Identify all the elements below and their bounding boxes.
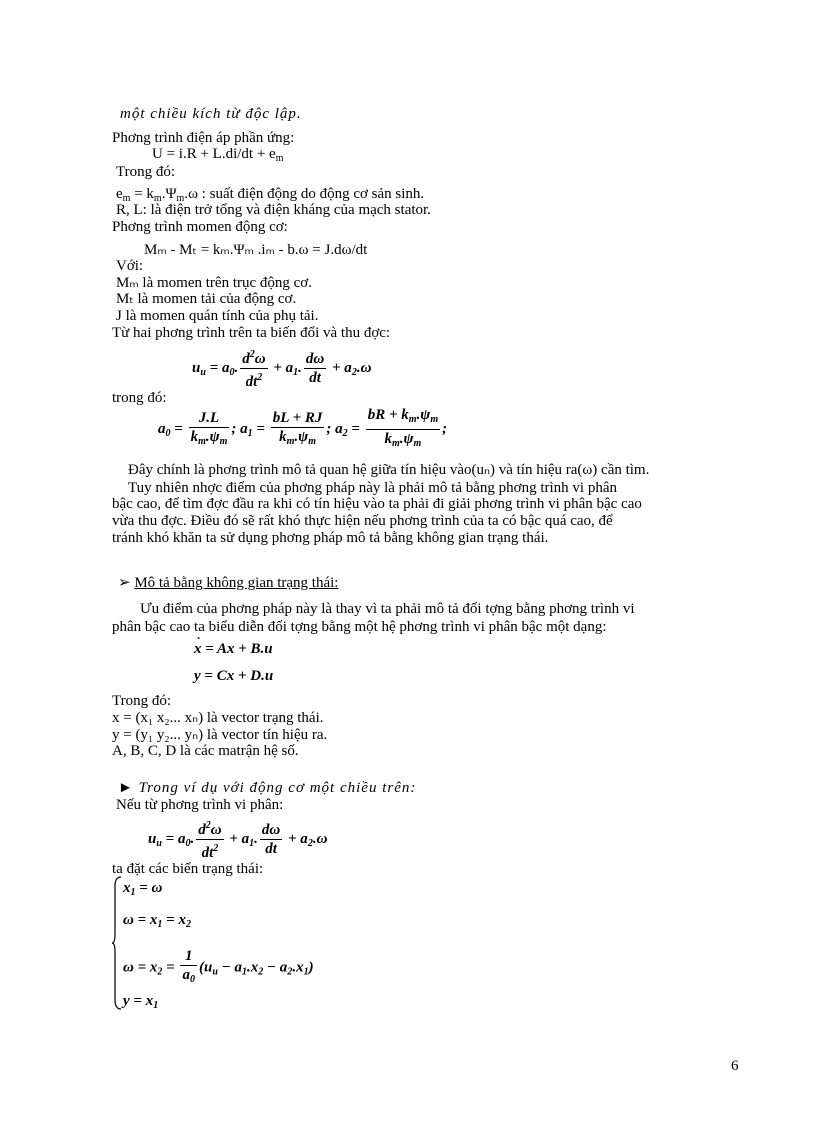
- text-line: Phơng trình điện áp phần ứng:: [112, 130, 295, 146]
- text-line: Phơng trình momen động cơ:: [112, 219, 288, 235]
- arrow-bullet-icon: ➢: [118, 575, 131, 591]
- text-line: $e_m = k_m.\Psi_m.\omega$ : suất điện động do động cơ sản sinh.: [116, 186, 425, 204]
- text-line: vừa thu đợc. Điều đó sẽ rất khó thực hiện nếu phơng trình của ta có bậc quá cao, để: [112, 513, 613, 529]
- equation-coefficients: $a_0$ = $\frac{J.L}{k_m.\psi_m}$ ; $a_1$ = $\frac{bL + RJ}{k_m.\psi_m}$ ; $a_2$ = $\frac{bR + k_m.\psi_m}{k_m.\psi_m}$ ;: [158, 407, 448, 449]
- equation-output: y = Cx + D.u: [194, 668, 274, 684]
- text-line: Tuy nhiên nhợc điểm của phơng pháp này là phải mô tả bằng phơng trình vi phân: [128, 480, 617, 496]
- text-line: J là momen quán tính của phụ tải.: [116, 308, 319, 324]
- equation-torque: Mₘ - Mₜ = kₘ.Ψₘ .iₘ - b.ω = J.dω/dt: [144, 242, 368, 258]
- text-line: Nếu từ phơng trình vi phân:: [116, 797, 284, 813]
- state-eq-3: $\omega = x_2$ = $\frac{1}{a_0}$ $(u_u - a_1.x_2 - a_2.x_1)$: [123, 948, 314, 985]
- text-line: x = (x₁ x₂... xₙ) là vector trạng thái.: [112, 710, 324, 726]
- equation-differential: $u_u = a_0$. $\frac{d^2\omega}{dt^2}$ + $a_1$. $\frac{d\omega}{dt}$ + $a_2.\omega$: [192, 346, 371, 391]
- text-line: Trong đó:: [112, 693, 172, 709]
- text-line: A, B, C, D là các matrận hệ số.: [112, 743, 299, 759]
- continued-heading: một chiều kích từ độc lập.: [120, 106, 302, 122]
- text-line: y = (y₁ y₂... yₙ) là vector tín hiệu ra.: [112, 727, 328, 743]
- section-heading: ➢ Mô tả bằng không gian trạng thái:: [118, 575, 339, 591]
- text-line: bậc cao, để tìm đợc đầu ra khi có tín hiệu vào ta phải đi giải phơng trình vi phân bậc cao: [112, 496, 642, 512]
- text-line: Đây chính là phơng trình mô tả quan hệ giữa tín hiệu vào(uₙ) và tín hiệu ra(ω) cần tìm.: [128, 462, 650, 478]
- left-brace: [112, 876, 122, 1010]
- page-number: 6: [731, 1058, 739, 1074]
- text-line: Mₘ là momen trên trục động cơ.: [116, 275, 312, 291]
- text-line: Ưu điểm của phơng pháp này là thay vì ta phải mô tả đối tợng bằng phơng trình vi: [140, 601, 635, 617]
- state-eq-1: $x_1 = \omega$: [123, 880, 163, 898]
- state-eq-4: $y = x_1$: [123, 993, 159, 1011]
- text-line: Mₜ là momen tải của động cơ.: [116, 291, 297, 307]
- example-heading: ► Trong ví dụ với động cơ một chiều trên:: [118, 780, 417, 796]
- triangle-bullet-icon: ►: [118, 780, 134, 796]
- text-line: phân bậc cao ta biểu diễn đối tợng bằng một hệ phơng trình vi phân bậc một dạng:: [112, 619, 607, 635]
- text-line: Từ hai phơng trình trên ta biến đổi và thu đợc:: [112, 325, 391, 341]
- text-line: Với:: [116, 258, 144, 274]
- equation-state: x · = Ax + B.u: [194, 631, 273, 657]
- text-line: trong đó:: [112, 390, 167, 406]
- state-eq-2: $\omega = x_1 = x_2$: [123, 912, 191, 930]
- text-line: Trong đó:: [116, 164, 176, 180]
- text-line: ta đặt các biến trạng thái:: [112, 861, 264, 877]
- equation-voltage: $U = i.R + L.di/dt + e_m$: [152, 146, 284, 164]
- text-line: R, L: là điện trở tổng và điện kháng của mạch stator.: [116, 202, 431, 218]
- text-line: tránh khó khăn ta sử dụng phơng pháp mô tả bằng không gian trạng thái.: [112, 530, 549, 546]
- equation-differential-repeat: $u_u = a_0$. $\frac{d^2\omega}{dt^2}$ + $a_1$. $\frac{d\omega}{dt}$ + $a_2.\omega$: [148, 817, 327, 862]
